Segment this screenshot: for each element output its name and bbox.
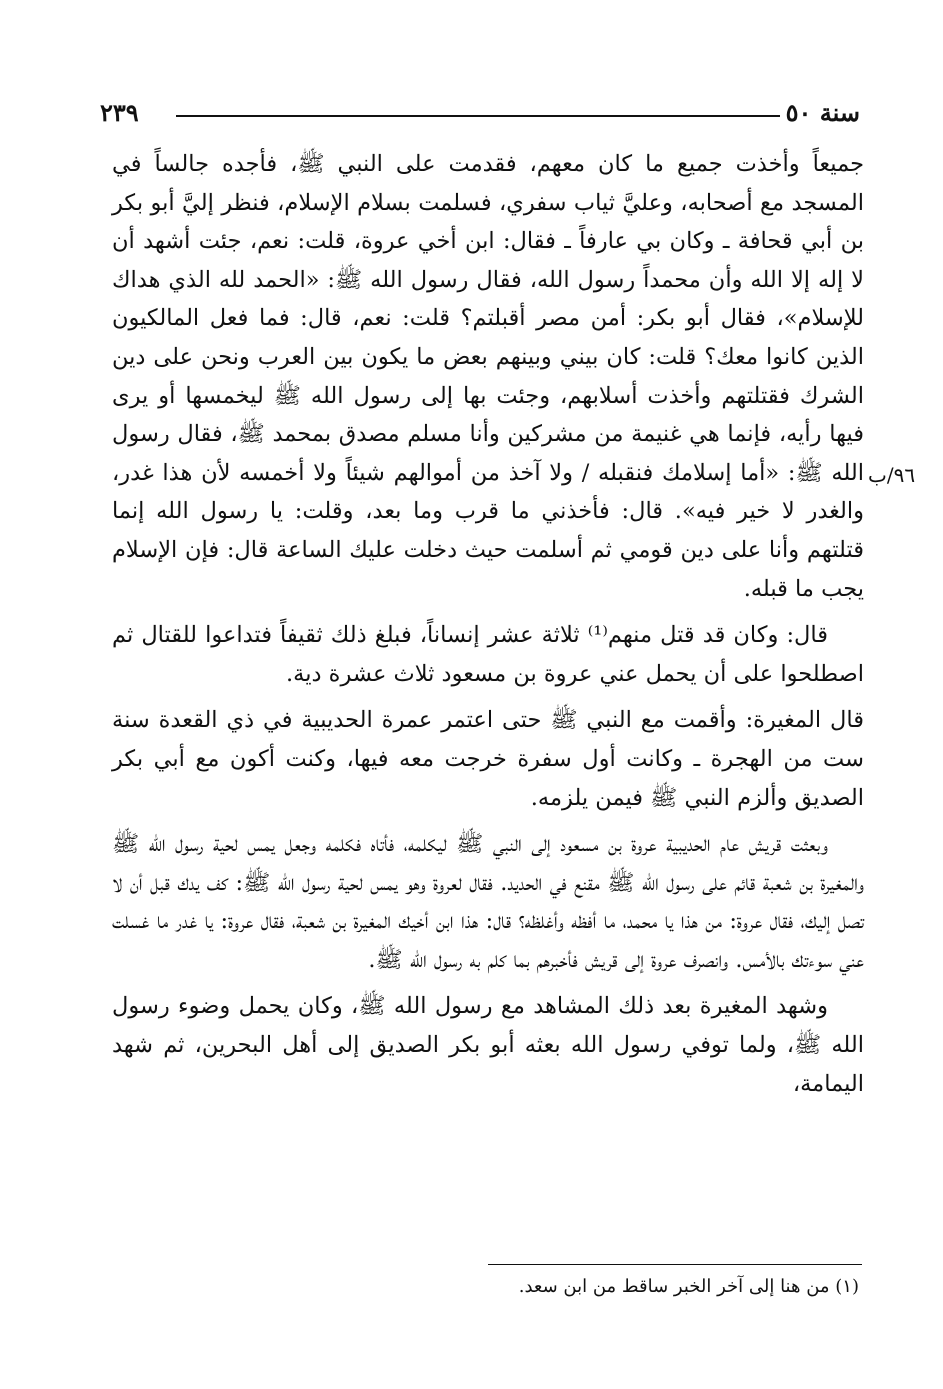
paragraph: جميعاً وأخذت جميع ما كان معهم، فقدمت على النبي ﷺ، فأجده جالساً في المسجد مع أصحابه، وعليَّ ثياب سفري، فسلمت بسلام الإسلام، فنظر إليَّ أبو بكر بن أبي قحافة ـ وكان بي عارفاً ـ فقال: ابن أخي عروة، قلت: نعم، جئت أشهد أن لا إله إلا الله وأن محمداً رسول الله، فقال رسول الله ﷺ: «الحمد لله الذي هداك للإسلام»، فقال أبو بكر: أمن مصر أقبلتم؟ قلت: نعم، قال: فما فعل المالكيون الذين كانوا معك؟ قلت: كان بيني وبينهم بعض ما يكون بين العرب ونحن على دين الشرك فقتلتهم وأخذت أسلابهم، وجئت بها إلى رسول الله ﷺ ليخمسها أو يرى فيها رأيه، فإنما هي غنيمة من مشركين وأنا مسلم مصدق بمحمد ﷺ، فقال رسول الله ﷺ: «أما إسلامك فنقبله / ولا آخذ من أموالهم شيئاً ولا أخمسه لأن هذا غدر، والغدر لا خير فيه». قال: فأخذني ما قرب وما بعد، وقلت: يا رسول الله إنما قتلتهم وأنا على دين قومي ثم أسلمت حيث دخلت عليك الساعة قال: فإن الإسلام يجب ما قبله. <box>112 151 864 602</box>
manuscript-folio-note: ٩٦/ب <box>868 463 916 487</box>
paragraph: قال المغيرة: وأقمت مع النبي ﷺ حتى اعتمر عمرة الحديبية في ذي القعدة سنة ست من الهجرة ـ وكانت أول سفرة خرجت معه فيها، وكنت أكون مع أبي بكر الصديق وألزم النبي ﷺ فيمن يلزمه. <box>112 707 864 811</box>
running-header <box>100 96 860 136</box>
paragraph: وشهد المغيرة بعد ذلك المشاهد مع رسول الله ﷺ، وكان يحمل وضوء رسول الله ﷺ، ولما توفي رسول الله بعثه أبو بكر الصديق إلى أهل البحرين، ثم شهد اليمامة، <box>112 993 864 1097</box>
page-number: ٢٣٩ <box>100 98 139 127</box>
section-title: سنة ٥٠ <box>785 98 860 127</box>
footnote: (١) من هنا إلى آخر الخبر ساقط من ابن سعد. <box>518 1276 859 1297</box>
paragraph: قال: وكان قد قتل منهم⁽¹⁾ ثلاثة عشر إنساناً، فبلغ ذلك ثقيفاً فتداعوا للقتال ثم اصطلحوا على أن يحمل عني عروة بن مسعود ثلاث عشرة دية. <box>112 622 864 687</box>
footnote-rule <box>488 1264 862 1265</box>
paragraph: وبعثت قريش عام الحديبية عروة بن مسعود إلى النبي ﷺ ليكلمه، فأتاه فكلمه وجعل يمس لحية رسول الله ﷺ والمغيرة بن شعبة قائم على رسول الله ﷺ مقنع في الحديد. فقال لعروة وهو يمس لحية رسول الله ﷺ: كف يدك قبل أن لا تصل إليك، فقال عروة: من هذا يا محمد، ما أفظه وأغلظه؟ قال: هذا ابن أخيك المغيرة بن شعبة، فقال عروة: يا غدر ما غسلت عني سوءتك بالأمس. وانصرف عروة إلى قريش فأخبرهم بما كلم به رسول الله ﷺ. <box>112 831 864 973</box>
main-text <box>112 145 864 1111</box>
header-rule <box>176 115 780 117</box>
